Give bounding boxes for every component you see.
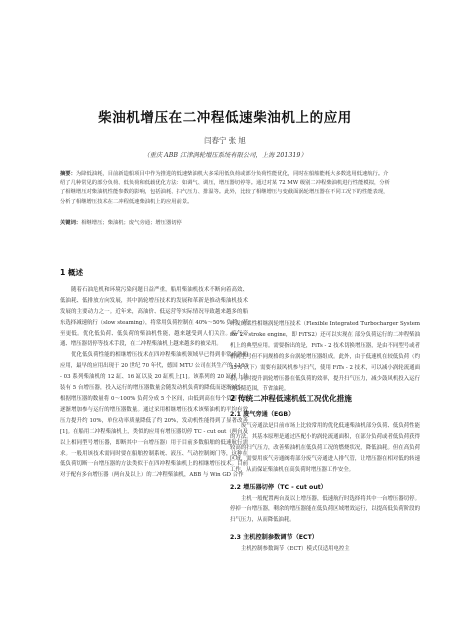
paper-title: 柴油机增压在二冲程低速柴油机上的应用 xyxy=(98,110,352,126)
abstract-text: 为降低油耗，目前新造船项目中作为推进的低速柴油机大多采用低负荷或部分负荷性能优化，同时在船舶能耗大多数选用低速航行。介绍了几种常见的部分负荷、低负荷和低载优化方法：如调气、调压，增压器切停等。通过对某 72 MW 级别二冲程柴油机进行性能模拟，分析了相继增压对柴油机性能参数的影响，包括油耗、扫气压力、排温等。此外，比较了相继增压与变截面涡轮增压器在不同工况下的性能表现，分析了相继增压技术在二冲程低速柴油机上的应用前景。 xyxy=(60,171,390,205)
keywords-text: 相继增压；柴油机；废气旁通；增压器切停 xyxy=(81,220,182,226)
section-1-paragraph-2: 优化低负荷性能的相继增压技术在四冲程柴油机领域早已得到非常成熟的应用，最早的应用出现于 20 世纪 70 年代，德国 MTU 公司在其生产的 1163 - 03 系列柴油机的 12 缸、16 缸以及 20 缸机上[1]。该系列的 20 缸机上共装有 5 台增压器，投入运行的增压器数量会随发动机负荷的降低而逐渐减少，根据增压器的数量将 0～100% 负荷分成 5 个区间，由低到高在每个负荷节点逐渐增加参与运行的增压器数量。通过采用相继增压技术该柴油机的平均有效压力提升约 10%，单位功率质量降低了约 20%，发动机性能得到了显著改善[1]。在船用二冲程柴油机上，类似的应用有增压器切停 TC - cut out（两台及以上相同型号增压器，即断其中一台增压器）用于目前多数船舶的低速航行需求。一般用该技术需同时要在船舶控制系统、液压、气动控制阀门等，这种在低负荷切断一台增压器的方法类似于在四冲程柴油机上的相继增压技术。目前对于配有多台增压器（两台及以上）的二冲程柴油机，ABB 与 Win GD 合作 xyxy=(60,352,248,479)
section-2 xyxy=(230,393,420,555)
abstract xyxy=(60,170,390,207)
section-1-heading: 1 概述 xyxy=(60,268,84,277)
section-2-3-heading: 2.3 主机控制参数调节（ECT） xyxy=(230,534,318,542)
section-2-2-text: 主机一般配置两台及以上增压器，低速航行时选择将其中一台增压器切停。停掉一台增压器，剩余的增压器能在低负荷区域增效运行，以提高低负荷阶段的扫气压力，从而降低油耗。 xyxy=(230,495,420,524)
authors: 闫春宁 张 旭 xyxy=(204,136,246,145)
keywords xyxy=(60,219,390,228)
section-2-3-text: 主机控制参数调节（ECT）模式仅适用电控主 xyxy=(241,546,350,553)
left-column xyxy=(60,240,248,481)
right-intro-paragraph: 开发的柔性相继涡轮增压技术（Flexible Integrated Turbocharger System for 2 - stroke engine，即 FiTS2）还可以实现在 部分负荷运行的二冲程柴油机上的典型应用。需要指出的是，FiTs - 2 技术切换增压器，是由不同型号或者相同型号但不同规格的多台涡轮增压器组成。此外，由于低速机在较低负荷（约 35% 以下）需要有鼓风机参与扫气，使用 FiTs - 2 技术，可以减小涡轮流通面积，同时提升涡轮增压器在低负荷的效率，提升扫气压力，减少鼓风机投入运行的负荷范围，节省油耗。 xyxy=(230,321,420,393)
section-2-1-heading: 2.1 废气旁通（EGB） xyxy=(230,411,295,418)
section-2-1-text: 废气旁通法是目前市场上比较常用的优化低速柴油机部分负荷、低负荷性能的方法。其基本原理是通过匹配小的涡轮流通面积，在部分负荷或者低负荷获得较高的扫气压力，改善柴油机在低负荷工况的燃烧状况，降低油耗。但在高负荷区域，需要用废气旁通阀将部分废气旁通进人排气管，让增压器在相对低的转速工作，从而保证柴油机在高负荷时增压器工作安全。 xyxy=(230,423,420,473)
keywords-label: 关键词： xyxy=(60,220,82,226)
abstract-label: 摘要： xyxy=(60,171,76,177)
affiliation: （重庆 ABB 江津涡轮增压系统有限公司，上海 201319） xyxy=(143,152,307,159)
section-2-2-heading: 2.2 增压器切停（TC - cut out） xyxy=(230,483,327,491)
section-2-heading: 2 传统二冲程低速机低工况优化措施 xyxy=(230,394,352,403)
section-1-paragraph-1: 随着石油危机和环境污染问题日益严重，船用柴油机技术不断向着高效、低油耗、低排放方向发展，其中涡轮增压技术的发展和革新是推动柴油机技术发展的主要动力之一。近年来，高油价、低运营等实际情况导致越来越多的船东选择减速航行（slow steaming），将常用负荷控制在 40%～50% 负荷，甚至更低。优化低负荷、低负荷的柴油机性能，越来越受到人们关注。废气旁通、增压器切停等技术手段，在二冲程柴油机上越来越多的被采用。 xyxy=(60,286,248,348)
